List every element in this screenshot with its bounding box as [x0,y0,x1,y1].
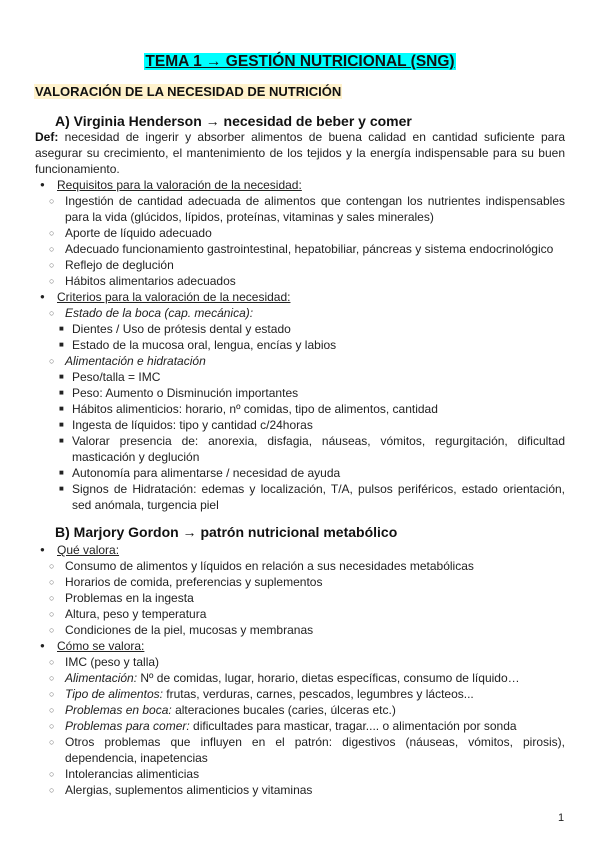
list-item: ■ Hábitos alimenticios: horario, nº comidas, tipo de alimentos, cantidad [59,402,438,416]
definition: Def: necesidad de ingerir y absorber alimentos de buena calidad en cantidad suficiente para asegurar su crecimiento, el mantenimiento de los tejidos y la energía indispensable para su buen funcionamiento. [35,130,565,176]
list-item: ○ Ingestión de cantidad adecuada de alimentos que contengan los nutrientes indispensables para la vida (glúcidos, lípidos, proteínas, vitaminas y sales minerales) [49,194,565,224]
list-item: ● Criterios para la valoración de la necesidad: [40,290,291,304]
list-item: ○ Hábitos alimentarios adecuados [49,274,236,288]
section-heading: VALORACIÓN DE LA NECESIDAD DE NUTRICIÓN [35,84,342,99]
list-item: ■ Peso/talla = IMC [59,370,161,384]
list-item: ○ Altura, peso y temperatura [49,607,207,621]
list-item: ○ Adecuado funcionamiento gastrointestinal, hepatobiliar, páncreas y sistema endocrinológico [49,242,554,256]
list-item: ○ Intolerancias alimenticias [49,767,200,781]
list-item: ○ Tipo de alimentos: frutas, verduras, carnes, pescados, legumbres y lácteos... [49,687,474,701]
list-item: ● Qué valora: [40,543,120,557]
list-item: ■ Autonomía para alimentarse / necesidad de ayuda [59,466,341,480]
list-item: ○ Otros problemas que influyen en el patrón: digestivos (náuseas, vómitos, pirosis), dependencia, inapetencias [49,735,565,765]
document-title: TEMA 1 → GESTIÓN NUTRICIONAL (SNG) [145,53,455,70]
list-item: ○ IMC (peso y talla) [49,655,160,669]
list-item: ■ Valorar presencia de: anorexia, disfagia, náuseas, vómitos, regurgitación, dificultad masticación y deglución [59,434,565,464]
list-item: ○ Alergias, suplementos alimenticios y vitaminas [49,783,313,797]
gordon-content [35,542,565,798]
henderson-content [35,129,565,513]
list-item: ■ Estado de la mucosa oral, lengua, encías y labios [59,338,337,352]
list-item: ○ Alimentación e hidratación [49,354,206,368]
subheading-gordon: B) Marjory Gordon → patrón nutricional metabólico [55,524,398,540]
list-item: ■ Signos de Hidratación: edemas y localización, T/A, pulsos periféricos, estado orientación, sed anómala, turgencia piel [59,482,565,512]
page-number: 1 [558,812,565,824]
list-item: ● Requisitos para la valoración de la necesidad: [40,178,302,192]
list-item: ○ Condiciones de la piel, mucosas y membranas [49,623,314,637]
list-item: ■ Dientes / Uso de prótesis dental y estado [59,322,291,336]
list-item: ○ Problemas para comer: dificultades para masticar, tragar.... o alimentación por sonda [49,719,517,733]
list-item: ○ Alimentación: Nº de comidas, lugar, horario, dietas específicas, consumo de líquido… [49,671,520,685]
list-item: ○ Problemas en la ingesta [49,591,194,605]
list-item: ○ Aporte de líquido adecuado [49,226,212,240]
list-item: ○ Horarios de comida, preferencias y suplementos [49,575,323,589]
list-item: ● Cómo se valora: [40,639,145,653]
list-item: ○ Problemas en boca: alteraciones bucales (caries, úlceras etc.) [49,703,396,717]
list-item: ○ Estado de la boca (cap. mecánica): [49,306,254,320]
list-item: ○ Reflejo de deglución [49,258,174,272]
list-item: ■ Ingesta de líquidos: tipo y cantidad c/24horas [59,418,313,432]
subheading-henderson: A) Virginia Henderson → necesidad de beber y comer [55,113,412,129]
list-item: ■ Peso: Aumento o Disminución importantes [59,386,299,400]
list-item: ○ Consumo de alimentos y líquidos en relación a sus necesidades metabólicas [49,559,474,573]
